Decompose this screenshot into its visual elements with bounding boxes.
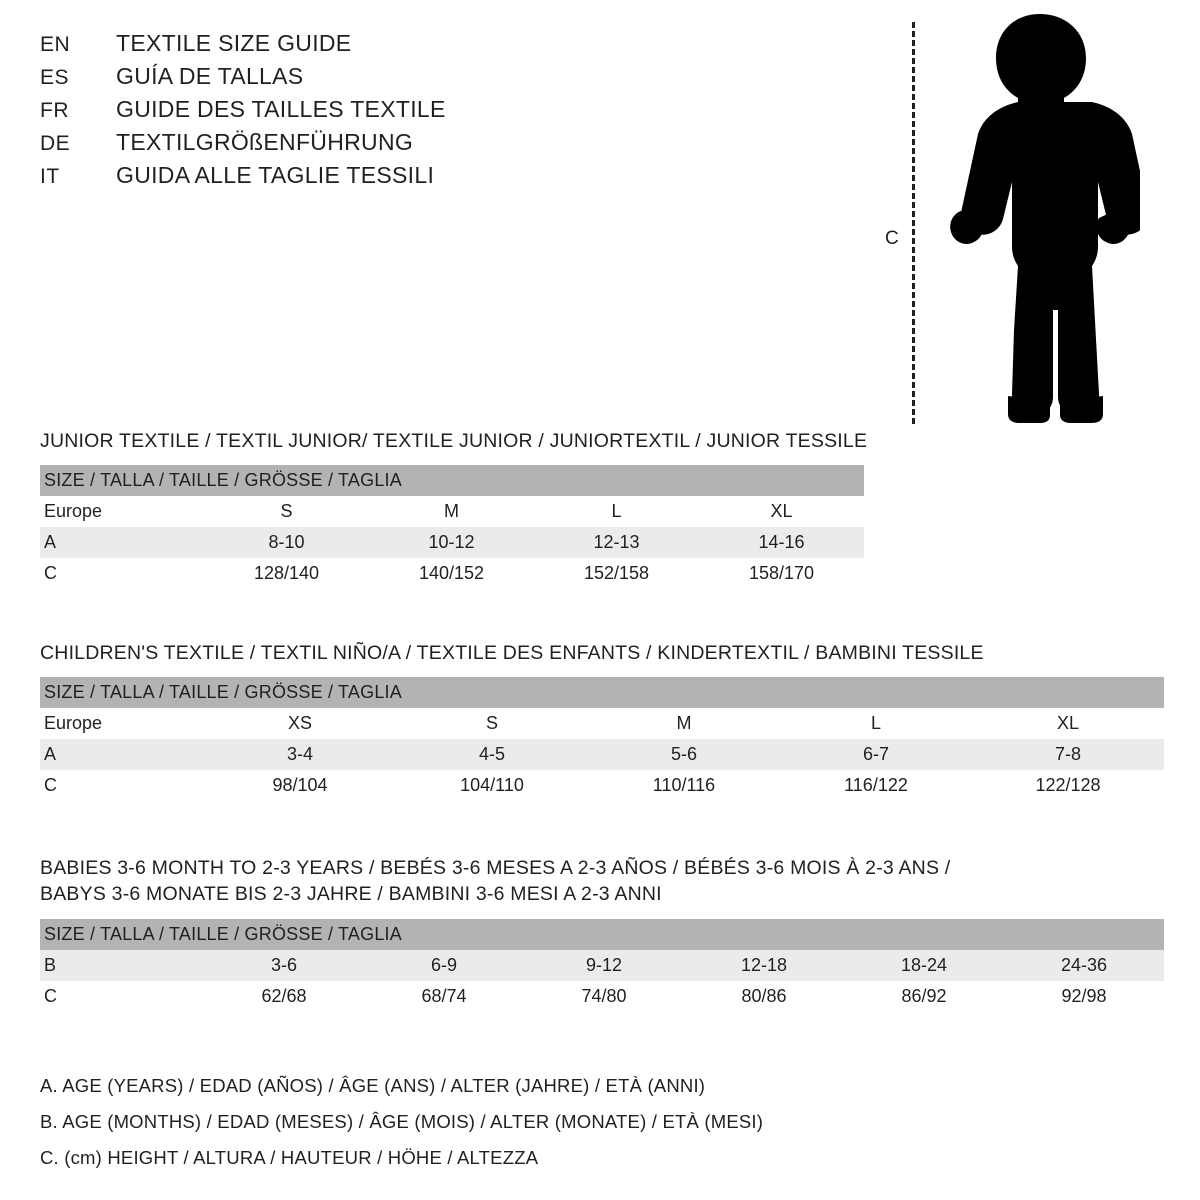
footnote-age-years: A. AGE (YEARS) / EDAD (AÑOS) / ÂGE (ANS) / ALTER (JAHRE) / ETÀ (ANNI) [40,1075,706,1096]
height-dashed-line [912,22,915,424]
table-cell: 152/158 [583,563,650,584]
language-title-list [40,30,600,195]
table-cell: 24-36 [1060,954,1108,975]
table-cell: 7-8 [1054,744,1081,765]
table-cell: 158/170 [748,563,815,584]
table-cell: 12-18 [740,954,788,975]
region-label: Europe [44,501,103,522]
footnote-age-months: B. AGE (MONTHS) / EDAD (MESES) / ÂGE (MOIS) / ALTER (MONATE) / ETÀ (MESI) [40,1111,764,1133]
table-cell: 3-6 [270,954,297,975]
language-row [40,162,600,189]
footnote-height: C. (cm) HEIGHT / ALTURA / HAUTEUR / HÖHE / ALTEZZA [40,1147,539,1169]
table-cell: 86/92 [901,985,947,1006]
row-label: C [44,775,57,796]
table-cell: 128/140 [253,563,320,584]
table-header-row [40,496,864,527]
table-row [40,950,1164,981]
table-cell: 3-4 [286,744,313,765]
language-row [40,129,600,156]
language-code: FR [40,99,69,122]
size-header-cell: L [870,713,881,734]
language-title: GUÍA DE TALLAS [116,63,304,89]
table-cell: 116/122 [844,775,908,796]
section-title: JUNIOR TEXTILE / TEXTIL JUNIOR/ TEXTILE JUNIOR / JUNIORTEXTIL / JUNIOR TESSILE [40,430,868,452]
table-cell: 8-10 [268,532,305,553]
section-title: BABIES 3-6 MONTH TO 2-3 YEARS / BEBÉS 3-6 MESES A 2-3 AÑOS / BÉBÉS 3-6 MOIS À 2-3 ANS / BABYS 3-6 MONATE BIS 2-3 JAHRE / BAMBINI 3-6 MESI A 2-3 ANNI [40,857,951,906]
measurement-label-c: C [885,228,899,249]
region-label: Europe [44,713,103,734]
table-cell: 122/128 [1035,775,1101,796]
table-cell: 10-12 [428,532,475,553]
table-row [40,981,1164,1012]
table-cell: 4-5 [478,744,505,765]
size-header-cell: M [676,713,692,734]
junior-size-table [40,465,864,589]
table-band-row [40,919,1164,950]
language-code: IT [40,165,60,188]
table-cell: 5-6 [670,744,697,765]
language-title: GUIDA ALLE TAGLIE TESSILI [116,162,435,188]
table-cell: 80/86 [741,985,787,1006]
language-code: DE [40,132,71,155]
language-row [40,30,600,57]
table-cell: 98/104 [272,775,328,796]
row-label: A [44,532,57,553]
table-cell: 9-12 [585,954,623,975]
table-cell: 12-13 [593,532,640,553]
table-band-row [40,465,864,496]
table-cell: 14-16 [758,532,805,553]
size-header-cell: M [444,501,459,522]
size-header-cell: L [611,501,622,522]
table-cell: 140/152 [418,563,485,584]
table-cell: 104/110 [460,775,524,796]
size-header-cell: XL [770,501,793,522]
size-header-cell: S [485,713,498,734]
size-header-cell: S [280,501,293,522]
babies-size-table [40,919,1164,1012]
language-row [40,63,600,90]
section-children-textile [40,640,1164,801]
table-row [40,739,1164,770]
table-row [40,558,864,589]
table-cell: 62/68 [261,985,307,1006]
table-cell: 18-24 [900,954,948,975]
child-silhouette-icon [940,10,1140,430]
table-band-row [40,677,1164,708]
table-cell: 74/80 [581,985,627,1006]
row-label: A [44,744,57,765]
table-cell: 6-7 [862,744,889,765]
language-title: TEXTILE SIZE GUIDE [116,30,352,56]
size-header-cell: XS [287,713,312,734]
table-cell: 110/116 [652,775,716,796]
table-cell: 92/98 [1061,985,1107,1006]
row-label: C [44,985,57,1006]
language-title: GUIDE DES TAILLES TEXTILE [116,96,446,122]
language-code: ES [40,66,70,89]
table-row [40,527,864,558]
row-label: B [44,954,57,975]
legend-footnotes [40,1068,763,1176]
section-junior-textile [40,428,867,589]
language-row [40,96,600,123]
table-header-row [40,708,1164,739]
table-cell: 6-9 [430,954,457,975]
size-band-label: SIZE / TALLA / TAILLE / GRÖSSE / TAGLIA [44,470,402,491]
language-code: EN [40,33,71,56]
size-band-label: SIZE / TALLA / TAILLE / GRÖSSE / TAGLIA [44,682,402,703]
table-row [40,770,1164,801]
section-title: CHILDREN'S TEXTILE / TEXTIL NIÑO/A / TEXTILE DES ENFANTS / KINDERTEXTIL / BAMBINI TESSILE [40,642,984,664]
size-band-label: SIZE / TALLA / TAILLE / GRÖSSE / TAGLIA [44,923,402,944]
section-babies-textile [40,855,1170,1012]
size-header-cell: XL [1056,713,1080,734]
row-label: C [44,563,57,584]
table-cell: 68/74 [421,985,467,1006]
children-size-table [40,677,1164,801]
height-measurement-figure [885,10,1145,430]
language-title: TEXTILGRÖßENFÜHRUNG [116,129,414,155]
